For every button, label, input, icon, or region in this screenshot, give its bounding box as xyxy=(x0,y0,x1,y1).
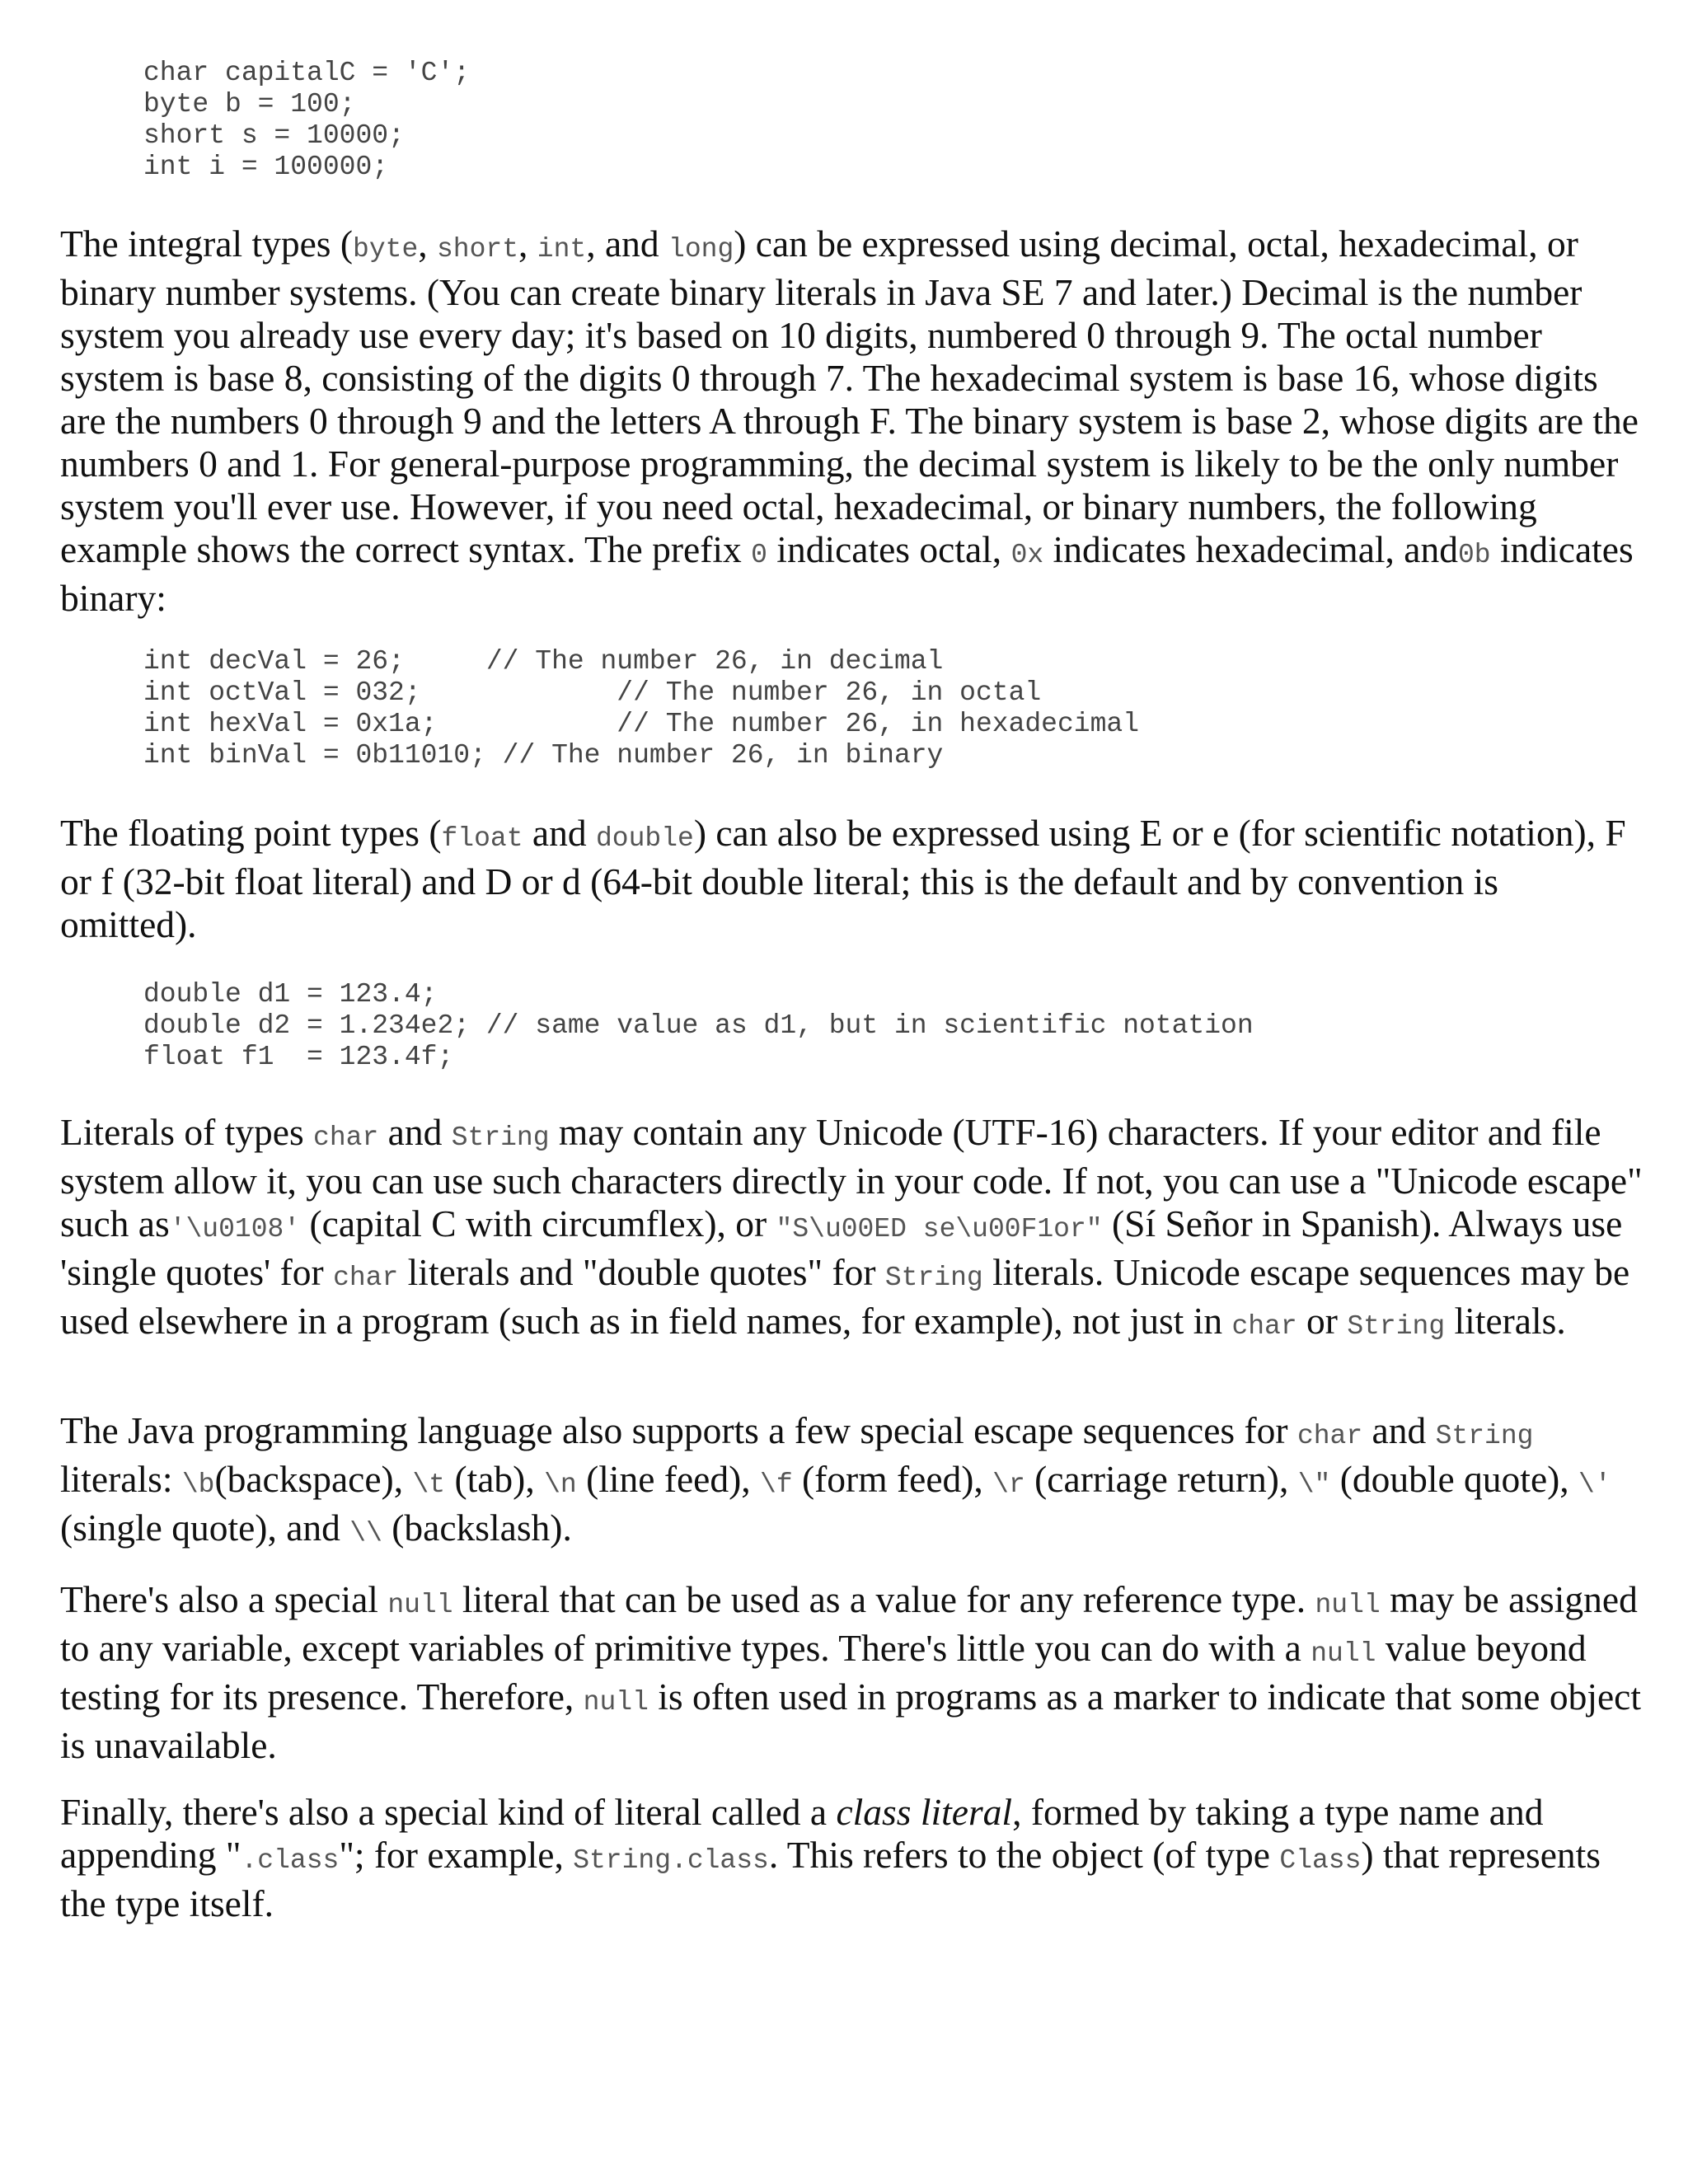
code-line: int octVal = 032; // The number 26, in octal xyxy=(143,677,1042,708)
code-line: double d1 = 123.4; xyxy=(143,979,438,1010)
inline-code: char xyxy=(313,1122,379,1153)
inline-code: 0 xyxy=(751,540,767,570)
code-block-number-systems xyxy=(143,646,1139,771)
inline-code: String.class xyxy=(573,1845,769,1876)
inline-code: \' xyxy=(1578,1469,1611,1500)
inline-code: \r xyxy=(992,1469,1025,1500)
paragraph-integral-types: The integral types (byte, short, int, and long) can be expressed using decimal, octal, hexadecimal, or binary number systems. (You can create binary literals in Java SE 7 and later.) Decimal is the number system you already use every day; it's based on 10 digits, numbered 0 through 9. The octal number system is base 8, consisting of the digits 0 through 7. The hexadecimal system is base 16, whose digits are the numbers 0 through 9 and the letters A through F. The binary system is base 2, whose digits are the numbers 0 and 1. For general-purpose programming, the decimal system is likely to be the only number system you'll ever use. However, if you need octal, hexadecimal, or binary numbers, the following example shows the correct syntax. The prefix 0 indicates octal, 0x indicates hexadecimal, and0b indicates binary: xyxy=(60,223,1639,619)
code-block-floating-point xyxy=(143,979,1254,1073)
inline-code: '\u0108' xyxy=(169,1214,301,1244)
inline-code: null xyxy=(387,1590,453,1620)
code-line: short s = 10000; xyxy=(143,120,405,151)
inline-code: byte xyxy=(353,234,419,265)
inline-code: \t xyxy=(412,1469,446,1500)
inline-code: \f xyxy=(760,1469,793,1500)
paragraph-unicode-literals: Literals of types char and String may contain any Unicode (UTF-16) characters. If your editor and file system allow it, you can use such characters directly in your code. If not, you can use a "Unicode escape" such as'\u0108' (capital C with circumflex), or "S\u00ED se\u00F1or" (Sí Señor in Spanish). Always use 'single quotes' for char literals and "double quotes" for String literals. Unicode escape sequences may be used elsewhere in a program (such as in field names, for example), not just in char or String literals. xyxy=(60,1111,1643,1342)
paragraph-floating-point: The floating point types (float and double) can also be expressed using E or e (for scientific notation), F or f (32-bit float literal) and D or d (64-bit double literal; this is the default and by convention is omitted). xyxy=(60,812,1626,945)
inline-code: char xyxy=(1296,1421,1363,1451)
code-line: byte b = 100; xyxy=(143,89,356,120)
code-line: int i = 100000; xyxy=(143,152,389,182)
paragraph-class-literal: Finally, there's also a special kind of literal called a class literal, formed by taking a type name and appending ".class"; for example, String.class. This refers to the object (of type Class) that represents the type itself. xyxy=(60,1791,1601,1924)
inline-code: String xyxy=(1435,1421,1534,1451)
inline-code: 0x xyxy=(1010,540,1044,570)
inline-code: char xyxy=(1231,1311,1297,1342)
inline-code: String xyxy=(1347,1311,1446,1342)
inline-code: int xyxy=(537,234,587,265)
emphasis-class-literal: class literal xyxy=(836,1791,1013,1833)
inline-code: short xyxy=(437,234,519,265)
code-line: float f1 = 123.4f; xyxy=(143,1042,454,1072)
code-line: int decVal = 26; // The number 26, in decimal xyxy=(143,646,944,677)
code-block-declarations xyxy=(143,58,470,183)
inline-code: .class xyxy=(241,1845,340,1876)
inline-code: long xyxy=(668,234,734,265)
paragraph-null-literal: There's also a special null literal that can be used as a value for any reference type. null may be assigned to any variable, except variables of primitive types. There's little you can do with a null value beyond testing for its presence. Therefore, null is often used in programs as a marker to indicate that some object is unavailable. xyxy=(60,1578,1642,1766)
inline-code: null xyxy=(1311,1638,1376,1669)
inline-code: \n xyxy=(544,1469,577,1500)
code-line: int hexVal = 0x1a; // The number 26, in hexadecimal xyxy=(143,709,1139,739)
inline-code: null xyxy=(1315,1590,1381,1620)
inline-code: String xyxy=(884,1263,983,1293)
inline-code: float xyxy=(441,823,523,854)
inline-code: \\ xyxy=(349,1518,382,1549)
inline-code: "S\u00ED se\u00F1or" xyxy=(776,1214,1103,1244)
inline-code: \b xyxy=(181,1469,215,1500)
inline-code: null xyxy=(583,1687,649,1718)
inline-code: char xyxy=(333,1263,399,1293)
code-line: int binVal = 0b11010; // The number 26, in binary xyxy=(143,740,944,771)
inline-code: String xyxy=(451,1122,550,1153)
inline-code: 0b xyxy=(1457,540,1491,570)
paragraph-escape-sequences: The Java programming language also supports a few special escape sequences for char and String literals: \b(backspace), \t (tab), \n (line feed), \f (form feed), \r (carriage return), \" (double quote), \' (single quote), and \\ (backslash). xyxy=(60,1409,1611,1549)
inline-code: double xyxy=(595,823,694,854)
code-line: char capitalC = 'C'; xyxy=(143,58,471,88)
inline-code: Class xyxy=(1279,1845,1362,1876)
inline-code: \" xyxy=(1297,1469,1331,1500)
code-line: double d2 = 1.234e2; // same value as d1, but in scientific notation xyxy=(143,1010,1254,1041)
